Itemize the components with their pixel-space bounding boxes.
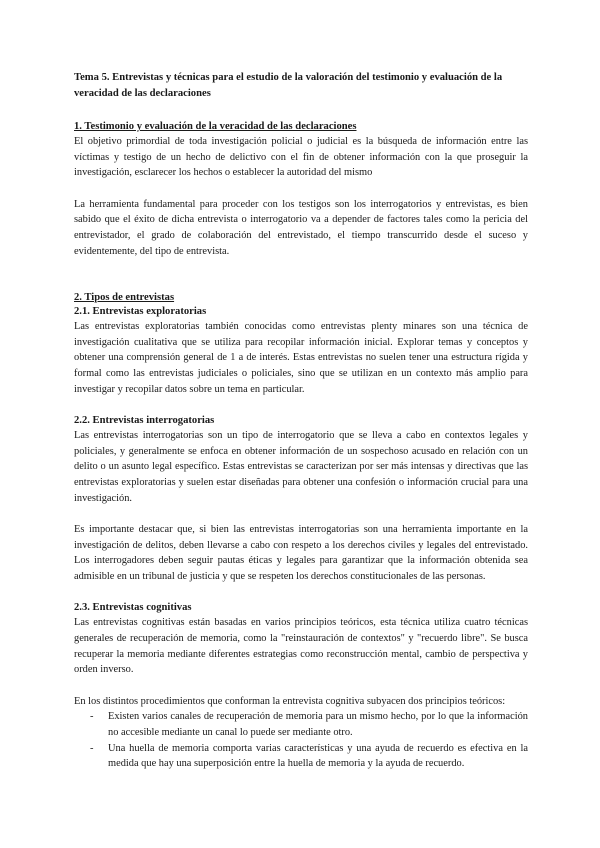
section-2-heading: 2. Tipos de entrevistas	[74, 292, 175, 304]
section-2-2-heading: 2.2. Entrevistas interrogatorias	[74, 415, 215, 427]
principles-list	[74, 709, 528, 771]
section-2-2-paragraph-2: Es importante destacar que, si bien las entrevistas interrogatorias son una herramienta importante en la investigación de delitos, deben llevarse a cabo con respeto a los derechos civiles y legales del entrevistado. Los interrogadores deben seguir pautas éticas y legales para garantizar que la información obtenida sea admisible en un tribunal de justicia y que se respeten los derechos constitucionales de las personas.	[74, 524, 528, 582]
section-2-3-paragraph-1: Las entrevistas cognitivas están basadas en varios principios teóricos, esta técnica utiliza cuatro técnicas generales de recuperación de memoria, como la "reinstauración de contextos" y "recuerdo libre". Se busca recuperar la memoria mediante diferentes estrategias como reconstrucción mental, cambio de perspectiva y orden inverso.	[74, 617, 528, 676]
list-item: - Existen varios canales de recuperación de memoria para un mismo hecho, por lo que la información no accesible mediante un canal lo puede ser mediante otro.	[108, 709, 528, 740]
document-page	[74, 70, 528, 772]
section-2-1-heading: 2.1. Entrevistas exploratorias	[74, 306, 207, 318]
section-1-heading: 1. Testimonio y evaluación de la veracidad de las declaraciones	[74, 121, 357, 132]
section-2-1-paragraph-1: Las entrevistas exploratorias también conocidas como entrevistas plenty minares son una técnica de investigación cualitativa que se utiliza para recopilar información inicial. Explorar temas y conceptos y obtener una comprensión general de 1 a de interés. Estas entrevistas no suelen tener una estructura rígida y formal como las entrevistas judiciales o policiales, sino que se utilizan en un contexto más amplio para investigar y recopilar datos sobre un tema en particular.	[74, 321, 528, 395]
document-title: Tema 5. Entrevistas y técnicas para el estudio de la valoración del testimonio y evaluación de la veracidad de las declaraciones	[74, 72, 503, 99]
section-1-paragraph-2: La herramienta fundamental para proceder con los testigos son los interrogatorios y entrevistas, es bien sabido que el éxito de dicha entrevista o interrogatorio va a depender de factores tales como la pericia del entrevistador, el grado de colaboración del entrevistado, el tiempo transcurrido desde el suceso y evidentemente, del tipo de entrevista.	[74, 198, 528, 257]
list-item: - Una huella de memoria comporta varias características y una ayuda de recuerdo es efectiva en la medida que hay una superposición entre la huella de memoria y la ayuda de recuerdo.	[108, 741, 528, 772]
section-2-3-paragraph-2: En los distintos procedimientos que conforman la entrevista cognitiva subyacen dos principios teóricos:	[74, 695, 506, 707]
section-2-2-paragraph-1: Las entrevistas interrogatorias son un tipo de interrogatorio que se lleva a cabo en contextos legales y policiales, y generalmente se enfoca en obtener información de un sospechoso acusado en relación con un delito o un asunto legal específico. Estas entrevistas se caracterizan por ser más intensas y directivas que las entrevistas exploratorias y suelen estar diseñadas para obtener una confesión o información crucial para una investigación.	[74, 430, 528, 504]
section-2-3-heading: 2.3. Entrevistas cognitivas	[74, 602, 192, 614]
section-1-paragraph-1: El objetivo primordial de toda investigación policial o judicial es la búsqueda de información entre las víctimas y testigo de un hecho de delictivo con el fin de obtener información con la que proseguir la investigación, esclarecer los hechos o establecer la autoridad del mismo	[74, 136, 528, 179]
